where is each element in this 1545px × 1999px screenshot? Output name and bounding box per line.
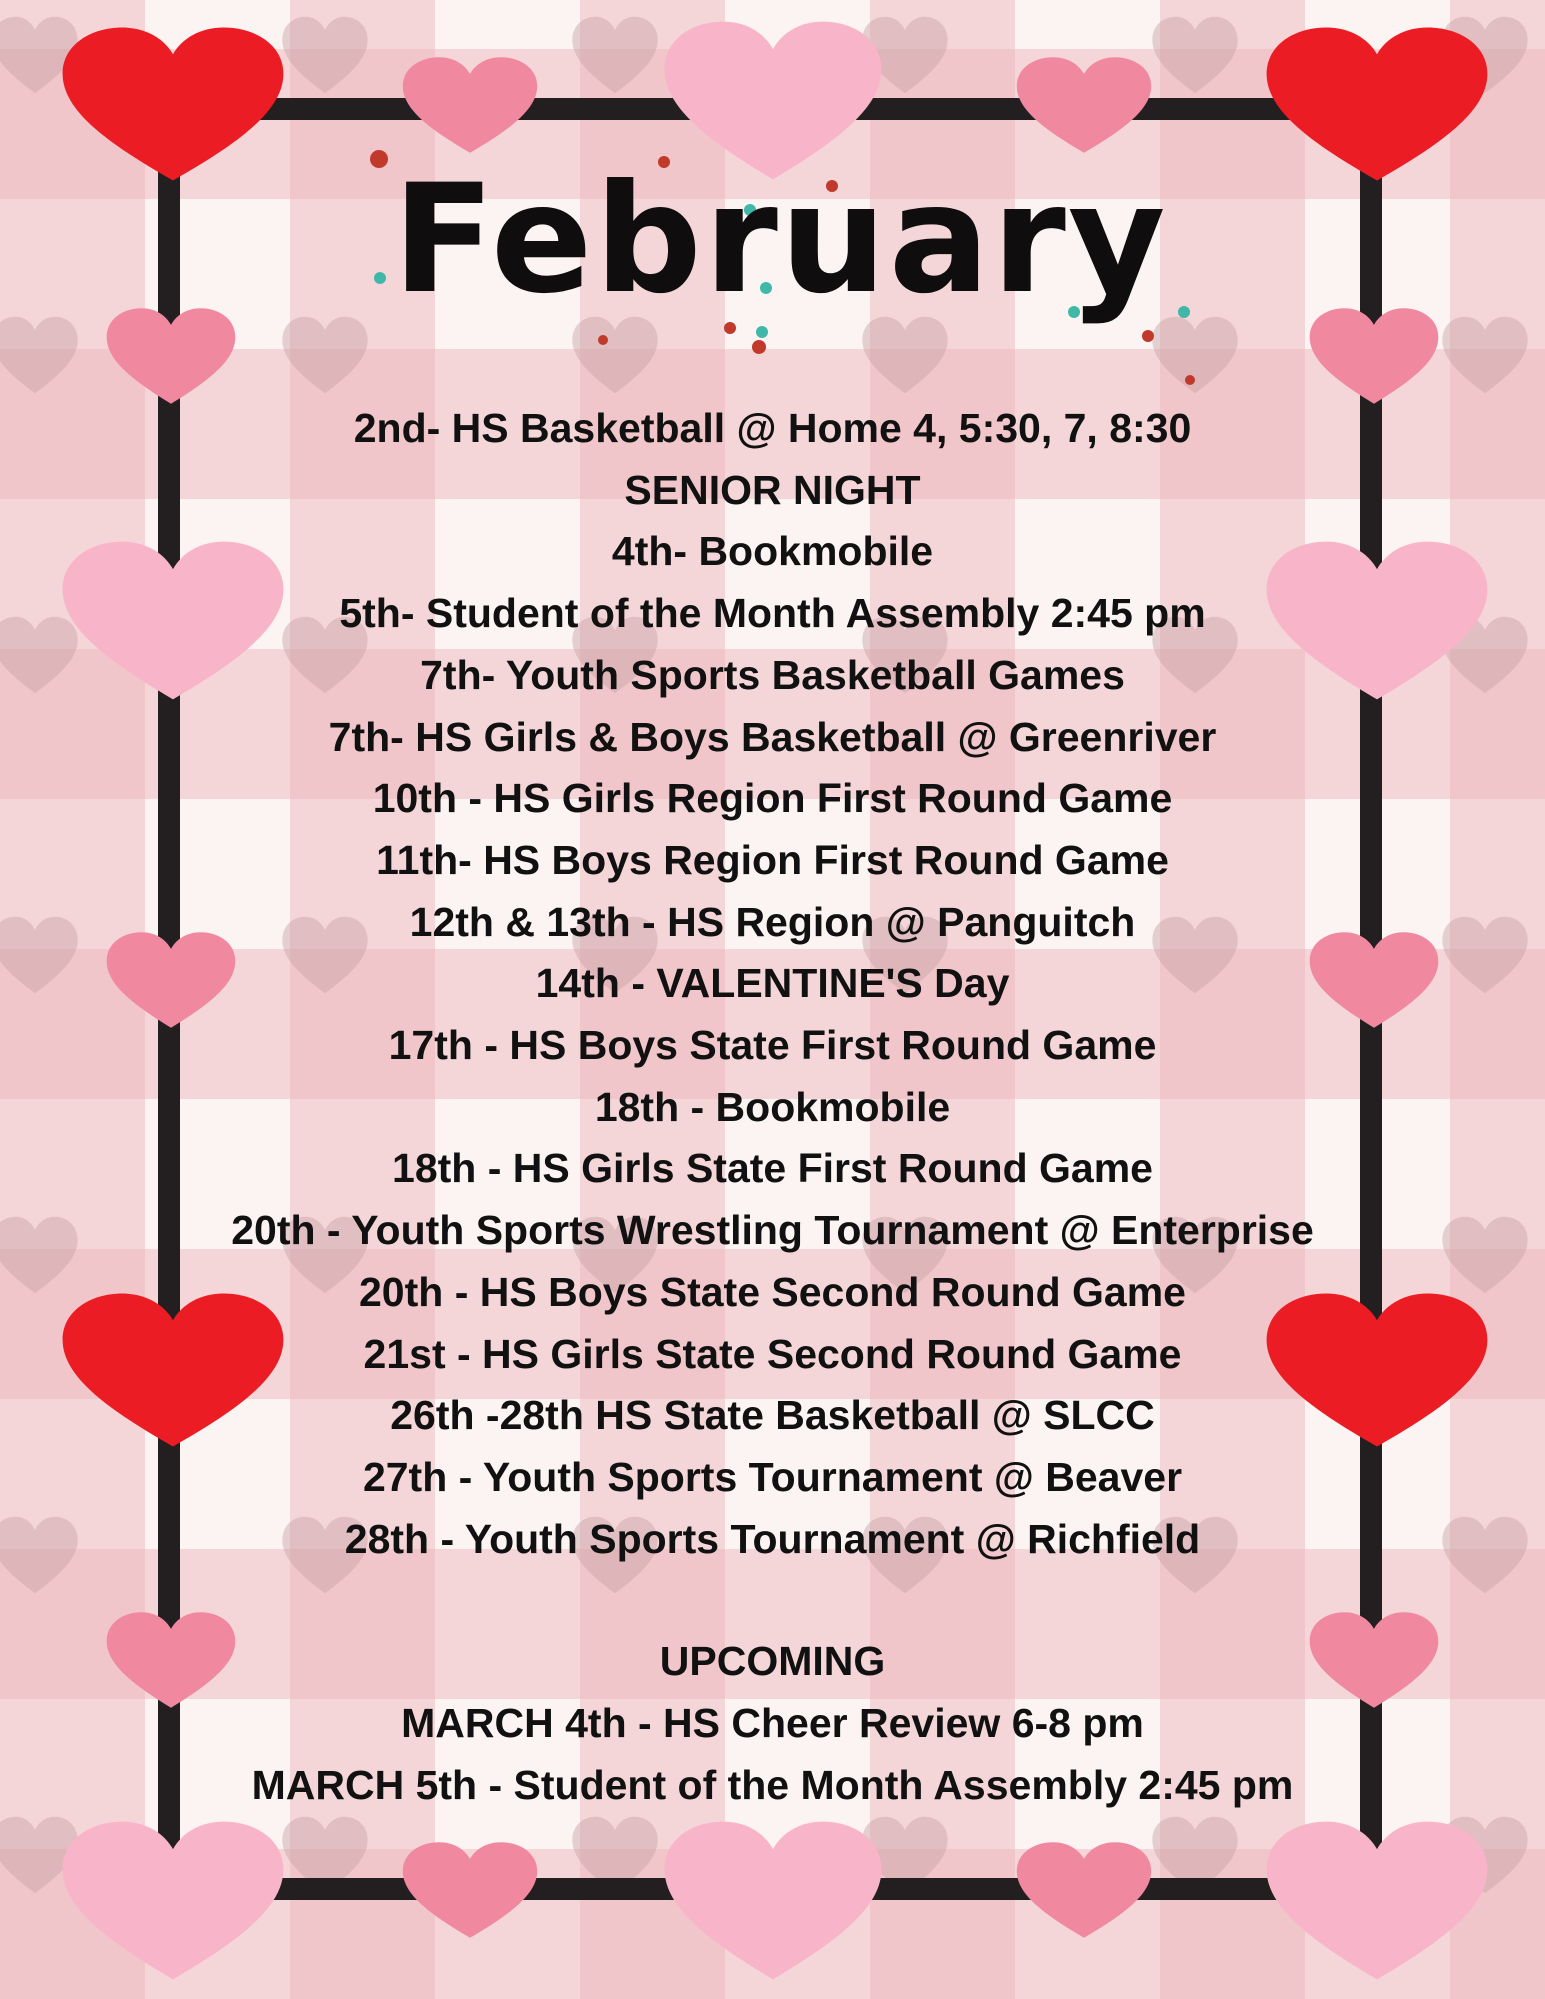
background-heart-icon: [0, 915, 80, 995]
background-heart-icon: [0, 315, 80, 395]
event-item: 2nd- HS Basketball @ Home 4, 5:30, 7, 8:30: [353, 405, 1192, 451]
event-item: 10th - HS Girls Region First Round Game: [372, 775, 1173, 822]
event-item: 7th- HS Girls & Boys Basketball @ Greenriver: [328, 713, 1217, 760]
pink-heart-icon: [400, 1840, 540, 1940]
event-item: 18th - Bookmobile: [594, 1083, 951, 1130]
event-item: 18th - HS Girls State First Round Game: [392, 1145, 1153, 1192]
event-item: 28th - Youth Sports Tournament @ Richfield: [344, 1515, 1201, 1562]
confetti-dot: [1185, 375, 1195, 385]
background-heart-icon: [0, 1215, 80, 1295]
upcoming-item: MARCH 5th - Student of the Month Assembly 2:45 pm: [251, 1761, 1294, 1808]
title-block: [340, 130, 1220, 360]
event-item: 20th - Youth Sports Wrestling Tournament @ Enterprise: [231, 1207, 1314, 1254]
page-title: February: [392, 153, 1168, 327]
pink-heart-icon: [1307, 306, 1441, 406]
background-heart-icon: [1150, 15, 1240, 95]
background-heart-icon: [280, 15, 370, 95]
red-heart-icon: [58, 24, 288, 184]
upcoming-heading: UPCOMING: [659, 1638, 886, 1685]
background-heart-icon: [1440, 1515, 1530, 1595]
pink-heart-icon: [58, 1818, 288, 1983]
background-heart-icon: [0, 1515, 80, 1595]
background-heart-icon: [570, 15, 660, 95]
event-item: 20th - HS Boys State Second Round Game: [359, 1268, 1186, 1315]
event-item: 21st - HS Girls State Second Round Game: [363, 1330, 1182, 1377]
pink-heart-icon: [104, 306, 238, 406]
event-item: 14th - VALENTINE'S Day: [535, 960, 1010, 1007]
background-heart-icon: [1440, 315, 1530, 395]
pink-heart-icon: [660, 1818, 886, 1983]
upcoming-item: MARCH 4th - HS Cheer Review 6-8 pm: [401, 1700, 1144, 1747]
spacer: [180, 1570, 1365, 1631]
event-item: SENIOR NIGHT: [624, 466, 921, 513]
event-item: 11th- HS Boys Region First Round Game: [376, 836, 1169, 883]
pink-heart-icon: [1014, 1840, 1154, 1940]
background-heart-icon: [1440, 1215, 1530, 1295]
red-heart-icon: [1262, 24, 1492, 184]
event-list: [180, 398, 1365, 1816]
event-item: 7th- Youth Sports Basketball Games: [420, 651, 1125, 698]
event-item: 4th- Bookmobile: [611, 528, 934, 575]
event-item: 17th - HS Boys State First Round Game: [388, 1022, 1157, 1069]
event-item: 5th- Student of the Month Assembly 2:45 pm: [339, 590, 1206, 637]
event-item: 26th -28th HS State Basketball @ SLCC: [390, 1392, 1155, 1439]
event-item: 27th - Youth Sports Tournament @ Beaver: [362, 1453, 1183, 1500]
pink-heart-icon: [1262, 1818, 1492, 1983]
event-item: 12th & 13th - HS Region @ Panguitch: [409, 898, 1136, 945]
background-heart-icon: [1440, 915, 1530, 995]
